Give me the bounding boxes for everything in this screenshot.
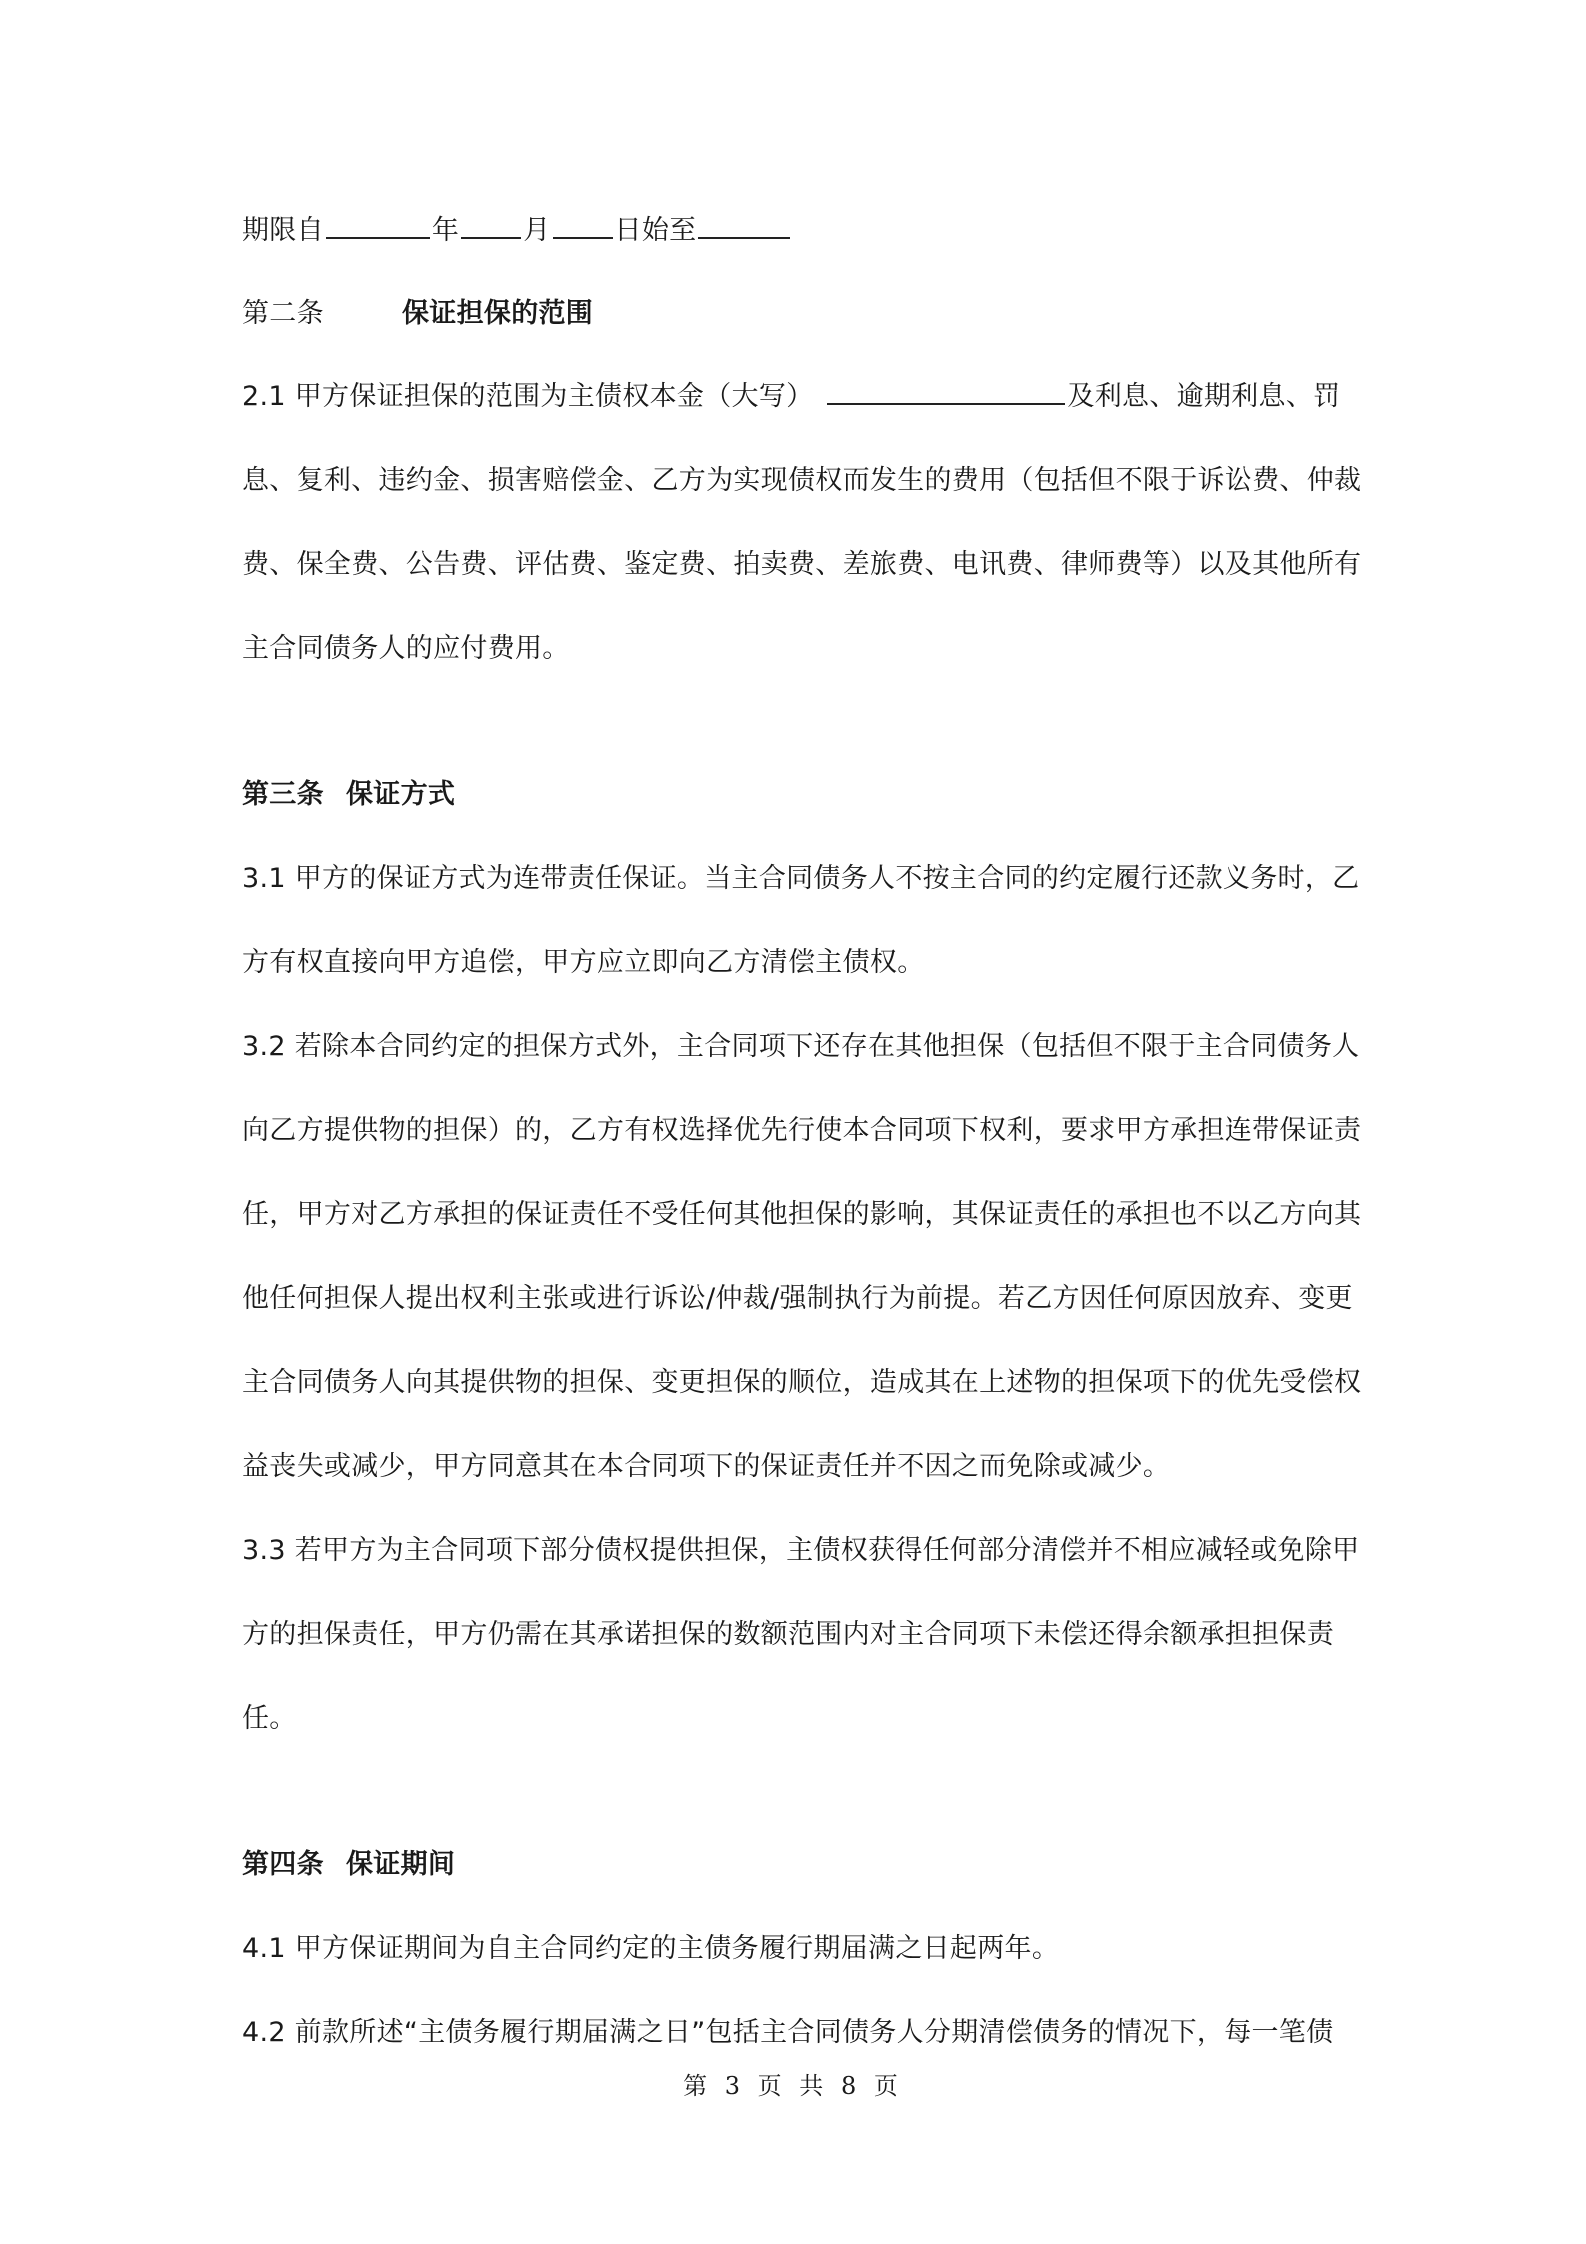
end-date-blank[interactable]: [698, 211, 790, 239]
article2-line1-b: 及利息、逾期利息、罚: [1067, 381, 1341, 412]
date-line: [242, 211, 792, 251]
day-blank[interactable]: [553, 211, 613, 239]
article3-line: 主合同债务人向其提供物的担保、变更担保的顺位，造成其在上述物的担保项下的优先受偿权: [242, 1367, 1362, 1398]
article3-line: 任。: [242, 1703, 297, 1734]
article4-number: 第四条: [242, 1849, 324, 1880]
article3-line: 任，甲方对乙方承担的保证责任不受任何其他担保的影响，其保证责任的承担也不以乙方向其: [242, 1199, 1362, 1230]
article2-line3: 费、保全费、公告费、评估费、鉴定费、拍卖费、差旅费、电讯费、律师费等）以及其他所有: [242, 549, 1362, 580]
article2-line1: [242, 377, 1340, 417]
article3-line: 3.1 甲方的保证方式为连带责任保证。当主合同债务人不按主合同的约定履行还款义务时，乙: [242, 863, 1360, 894]
article3-line: 益丧失或减少，甲方同意其在本合同项下的保证责任并不因之而免除或减少。: [242, 1451, 1171, 1482]
article3-line: 向乙方提供物的担保）的，乙方有权选择优先行使本合同项下权利，要求甲方承担连带保证责: [242, 1115, 1362, 1146]
day-from-label: 日始至: [614, 215, 697, 246]
article3-line: 3.3 若甲方为主合同项下部分债权提供担保，主债权获得任何部分清偿并不相应减轻或免除甲: [242, 1535, 1360, 1566]
year-label: 年: [431, 215, 460, 246]
month-blank[interactable]: [461, 211, 521, 239]
year-blank[interactable]: [326, 211, 430, 239]
article2-line4: 主合同债务人的应付费用。: [242, 633, 570, 664]
article3-line: 方有权直接向甲方追偿，甲方应立即向乙方清偿主债权。: [242, 947, 925, 978]
article2-line2: 息、复利、违约金、损害赔偿金、乙方为实现债权而发生的费用（包括但不限于诉讼费、仲裁: [242, 465, 1362, 496]
article2-title: 保证担保的范围: [402, 298, 594, 329]
article4-line: 4.1 甲方保证期间为自主合同约定的主债务履行期届满之日起两年。: [242, 1933, 1060, 1964]
article4-title: 保证期间: [346, 1849, 456, 1880]
month-label: 月: [523, 215, 551, 246]
article2-line1-a: 2.1 甲方保证担保的范围为主债权本金（大写）: [242, 381, 814, 412]
principal-amount-blank[interactable]: [827, 377, 1065, 405]
page-number-footer: 第 3 页 共 8 页: [683, 2072, 903, 2100]
article3-title: 保证方式: [346, 779, 456, 810]
article3-line: 方的担保责任，甲方仍需在其承诺担保的数额范围内对主合同项下未偿还得余额承担担保责: [242, 1619, 1334, 1650]
article2-number: 第二条: [242, 298, 324, 329]
article4-heading: [242, 1845, 455, 1885]
article3-line: 他任何担保人提出权利主张或进行诉讼/仲裁/强制执行为前提。若乙方因任何原因放弃、变更: [242, 1283, 1353, 1314]
article3-heading: [242, 775, 455, 815]
article4-line: 4.2 前款所述“主债务履行期届满之日”包括主合同债务人分期清偿债务的情况下，每一笔债: [242, 2017, 1334, 2048]
article3-line: 3.2 若除本合同约定的担保方式外，主合同项下还存在其他担保（包括但不限于主合同债务人: [242, 1031, 1360, 1062]
article2-heading: [242, 294, 593, 334]
article3-number: 第三条: [242, 779, 324, 810]
date-prefix: 期限自: [242, 215, 324, 246]
